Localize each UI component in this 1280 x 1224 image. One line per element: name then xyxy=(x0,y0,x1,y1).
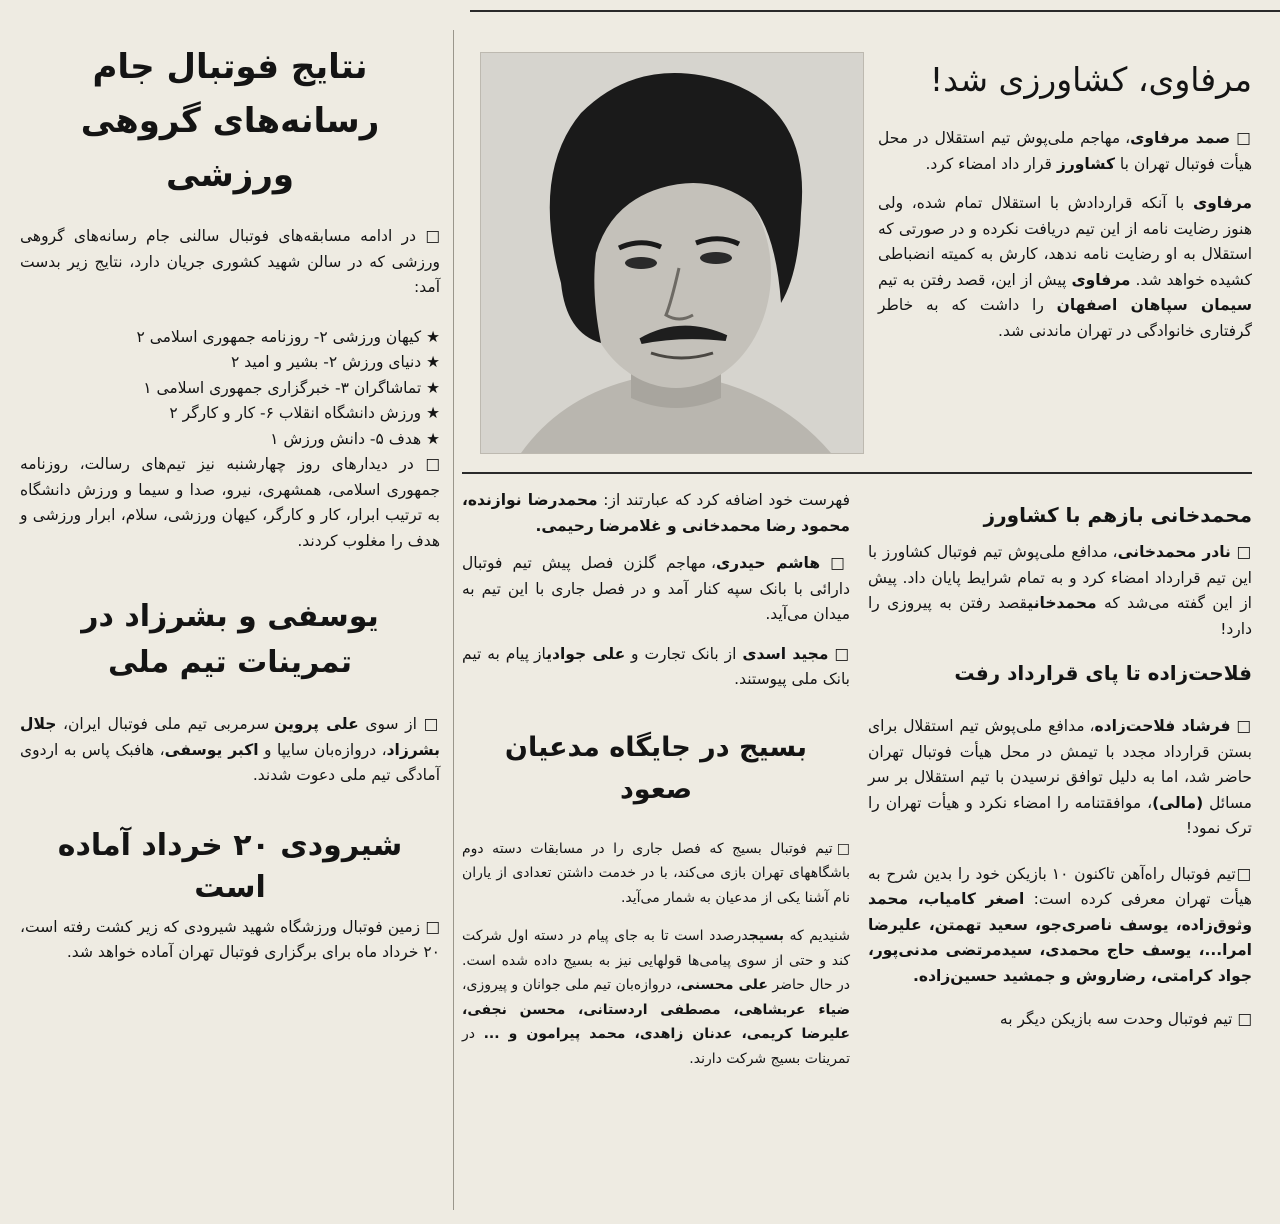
results-list xyxy=(20,325,440,453)
basij-players-names: ضیاء عربشاهی، مصطفی اردستانی، محسن نجفی، علیرضا کریمی، عدنان زاهدی، محمد پیرامون و ... xyxy=(462,1001,850,1042)
name-basij: بسیج xyxy=(748,928,784,944)
name-samad-marfavi: صمد مرفاوی xyxy=(1130,129,1231,147)
result-item: ★ تماشاگران ۳- خبرگزاری جمهوری اسلامی ۱ xyxy=(143,378,440,397)
name-ali-parvin: علی پروین xyxy=(274,715,359,733)
right-column-top xyxy=(878,58,1252,358)
left-column xyxy=(20,40,440,980)
name-farshad-falahatzadeh: فرشاد فلاحت‌زاده xyxy=(1094,717,1231,735)
list-continuation xyxy=(462,488,850,539)
text-span: سرمربی تیم ملی فوتبال ایران، xyxy=(56,715,275,733)
text-span: شنیدیم که xyxy=(783,928,850,944)
result-item: ★ ورزش دانشگاه انقلاب ۶- کار و کارگر ۲ xyxy=(169,404,440,422)
name-akbar-yousefi: اکبر یوسفی xyxy=(164,740,259,759)
portrait-illustration xyxy=(481,53,863,453)
name-ali-mohseni: علی محسنی xyxy=(680,977,768,993)
mid-horizontal-rule xyxy=(462,472,1252,474)
headline-marfavi: مرفاوی، کشاورزی شد! xyxy=(929,60,1252,99)
name-marfavi: مرفاوی xyxy=(1071,270,1131,289)
added-players-names: محمدرضا نوازنده، محمود رضا محمدخانی و غلامرضا رحیمی. xyxy=(462,491,850,535)
name-mohammadkhani: محمدخانی xyxy=(1027,594,1097,612)
falahatzadeh-text xyxy=(868,714,1252,842)
rahahan-players-names: اصغر کامیاب، محمد وثوق‌زاده، یوسف ناصری‌جو، سعید تهمتن، علیرضا امرا...، یوسف حاج محمدی، سیدمرتضی مدنی‌پور، جواد کرامتی، رضاروش و جمشید حسین‌زاده. xyxy=(868,890,1252,985)
text-span: □ از سوی xyxy=(358,715,440,733)
text-span: □ xyxy=(828,644,850,663)
text-span: ، مهاجم گلزن فصل پیش تیم فوتبال دارائی با بانک سپه کنار آمد و در فصل جاری با این تیم به میدان می‌آید. xyxy=(462,554,850,623)
right-column-bottom xyxy=(868,500,1252,1047)
column-divider-left xyxy=(453,30,454,1210)
name-nader-mohammadkhani: نادر محمدخانی xyxy=(1117,543,1231,561)
text-span: قصد رفتن به پیروزی را دارد! xyxy=(868,594,1252,638)
headline-media-cup: نتایج فوتبال جام رسانه‌های گروهی ورزشی xyxy=(80,47,380,195)
text-span: ، مدافع ملی‌پوش تیم فوتبال کشاورز با این تیم قرارداد امضاء کرد و به تمام شرایط پایان داد. پیش از این گفته می‌شد که xyxy=(868,543,1252,612)
player-portrait-photo xyxy=(480,52,864,454)
name-keshavarz: کشاورز xyxy=(1056,154,1115,173)
rahahan-text xyxy=(868,862,1252,990)
text-span: فهرست خود اضافه کرد که عبارتند از: xyxy=(603,491,850,509)
headline-basij: بسیج در جایگاه مدعیان صعود xyxy=(504,731,808,805)
name-majid-asadi: مجید اسدی xyxy=(742,644,829,663)
basij-text-1: □تیم فوتبال بسیج که فصل جاری را در مسابقات دسته دوم باشگاههای تهران بازی می‌کند، با در خدمت داشتن تعدادی از یاران نام آشنا یکی از مدعیان به شمار می‌آید. xyxy=(462,840,850,906)
hashem-heidari-text xyxy=(462,551,850,628)
majid-asadi-text xyxy=(462,642,850,693)
yousefi-bashrzad-text xyxy=(20,712,440,789)
text-span: □ xyxy=(1230,543,1252,561)
text-span: از بانک تجارت و xyxy=(625,644,743,663)
marfavi-text-1 xyxy=(878,126,1252,177)
vahdat-text: □ تیم فوتبال وحدت سه بازیکن دیگر به xyxy=(999,1010,1252,1028)
headline-falahatzadeh: فلاحت‌زاده تا پای قرارداد رفت xyxy=(954,661,1252,685)
media-cup-intro: □ در ادامه مسابقه‌های فوتبال سالنی جام رسانه‌های گروهی ورزشی که در سالن شهید کشوری جریان دارد، نتایج زیر بدست آمد: xyxy=(20,227,440,296)
mohammadkhani-text xyxy=(868,540,1252,642)
text-span: □تیم فوتبال راه‌آهن تاکنون ۱۰ بازیکن خود را بدین شرح به هیأت تهران معرفی کرده است: xyxy=(868,864,1252,908)
text-span: □ xyxy=(820,554,850,572)
middle-column xyxy=(462,488,850,1085)
result-item: ★ دنیای ورزش ۲- بشیر و امید ۲ xyxy=(230,353,440,371)
text-span: را داشت که به خاطر گرفتاری خانوادگی در تهران ماندنی شد. xyxy=(878,296,1252,340)
basij-text-2 xyxy=(462,924,850,1071)
text-span: از پیام به تیم بانک ملی پیوستند. xyxy=(462,644,850,688)
name-jalal-bashrzad: جلال بشرزاد xyxy=(20,715,441,759)
headline-mohammadkhani: محمدخانی بازهم با کشاورز xyxy=(983,503,1252,527)
headline-shiroudi: شیرودی ۲۰ خرداد آماده است xyxy=(57,827,403,905)
wednesday-results: □ در دیدارهای روز چهارشنبه نیز تیم‌های رسالت، روزنامه جمهوری اسلامی، همشهری، نیرو، صدا و سیما و ورزش دانشگاه به ترتیب ابرار، کار و کارگر، کیهان ورزشی، سلام، ابرار ورزشی و هدف را مغلوب کردند. xyxy=(20,455,440,550)
text-span: قرار داد امضاء کرد. xyxy=(925,154,1057,173)
headline-yousefi-bashrzad: یوسفی و بشرزاد در تمرینات تیم ملی xyxy=(81,599,379,680)
text-span: □ xyxy=(1230,129,1252,147)
text-span: ، مهاجم ملی‌پوش تیم استقلال در محل هیأت فوتبال تهران با xyxy=(878,129,1252,173)
name-hashem-heidari: هاشم حیدری xyxy=(715,554,821,572)
name-ali-javadi: علی جوادی xyxy=(546,644,626,663)
text-span: ، دروازه‌بان تیم ملی جوانان و پیروزی، xyxy=(462,977,681,993)
name-siman-sepahan: سیمان سپاهان اصفهان xyxy=(1056,296,1253,314)
text-span: در تمرینات بسیج شرکت دارند. xyxy=(462,1026,850,1067)
text-span: با آنکه قراردادش با استقلال تمام شده، ولی هنوز رضایت نامه از این تیم دریافت نکرده و در صورتی که استقلال به او رضایت نامه ندهد، کارش به کمیته انضباطی کشیده خواهد شد. xyxy=(878,194,1252,289)
text-span: ، موافقتنامه را امضاء نکرد و هیأت تهران را ترک نمود! xyxy=(868,793,1252,837)
marfavi-text-2 xyxy=(878,191,1252,344)
text-span: پیش از این، قصد رفتن به تیم xyxy=(878,270,1072,289)
result-item: ★ کیهان ورزشی ۲- روزنامه جمهوری اسلامی ۲ xyxy=(136,327,440,346)
text-span: ، هافبک پاس به اردوی آمادگی تیم ملی دعوت شدند. xyxy=(20,740,440,784)
shiroudi-text: □ زمین فوتبال ورزشگاه شهید شیرودی که زیر کشت رفته است، ۲۰ خرداد ماه برای برگزاری فوتبال تهران آماده خواهد شد. xyxy=(20,917,440,961)
text-span: درصدد است تا به جای پیام در دسته اول شرکت کند و حتی از سوی پیامی‌ها قولهایی نیز به بسیج داده شده است. در حال حاضر xyxy=(462,928,850,993)
text-span: □ xyxy=(1230,717,1252,735)
name-marfavi: مرفاوی xyxy=(1192,194,1252,212)
financial-word: (مالی) xyxy=(1152,793,1204,812)
text-span: ، مدافع ملی‌پوش تیم استقلال برای بستن قرارداد مجدد با تیمش در محل هیأت فوتبال تهران حاضر شد، اما به دلیل توافق نرسیدن با تیم استقلال بر سر مسائل xyxy=(868,717,1252,812)
top-rule xyxy=(470,10,1280,12)
text-span: ، دروازه‌بان سایپا و xyxy=(258,740,387,759)
result-item: ★ هدف ۵- دانش ورزش ۱ xyxy=(270,429,440,448)
